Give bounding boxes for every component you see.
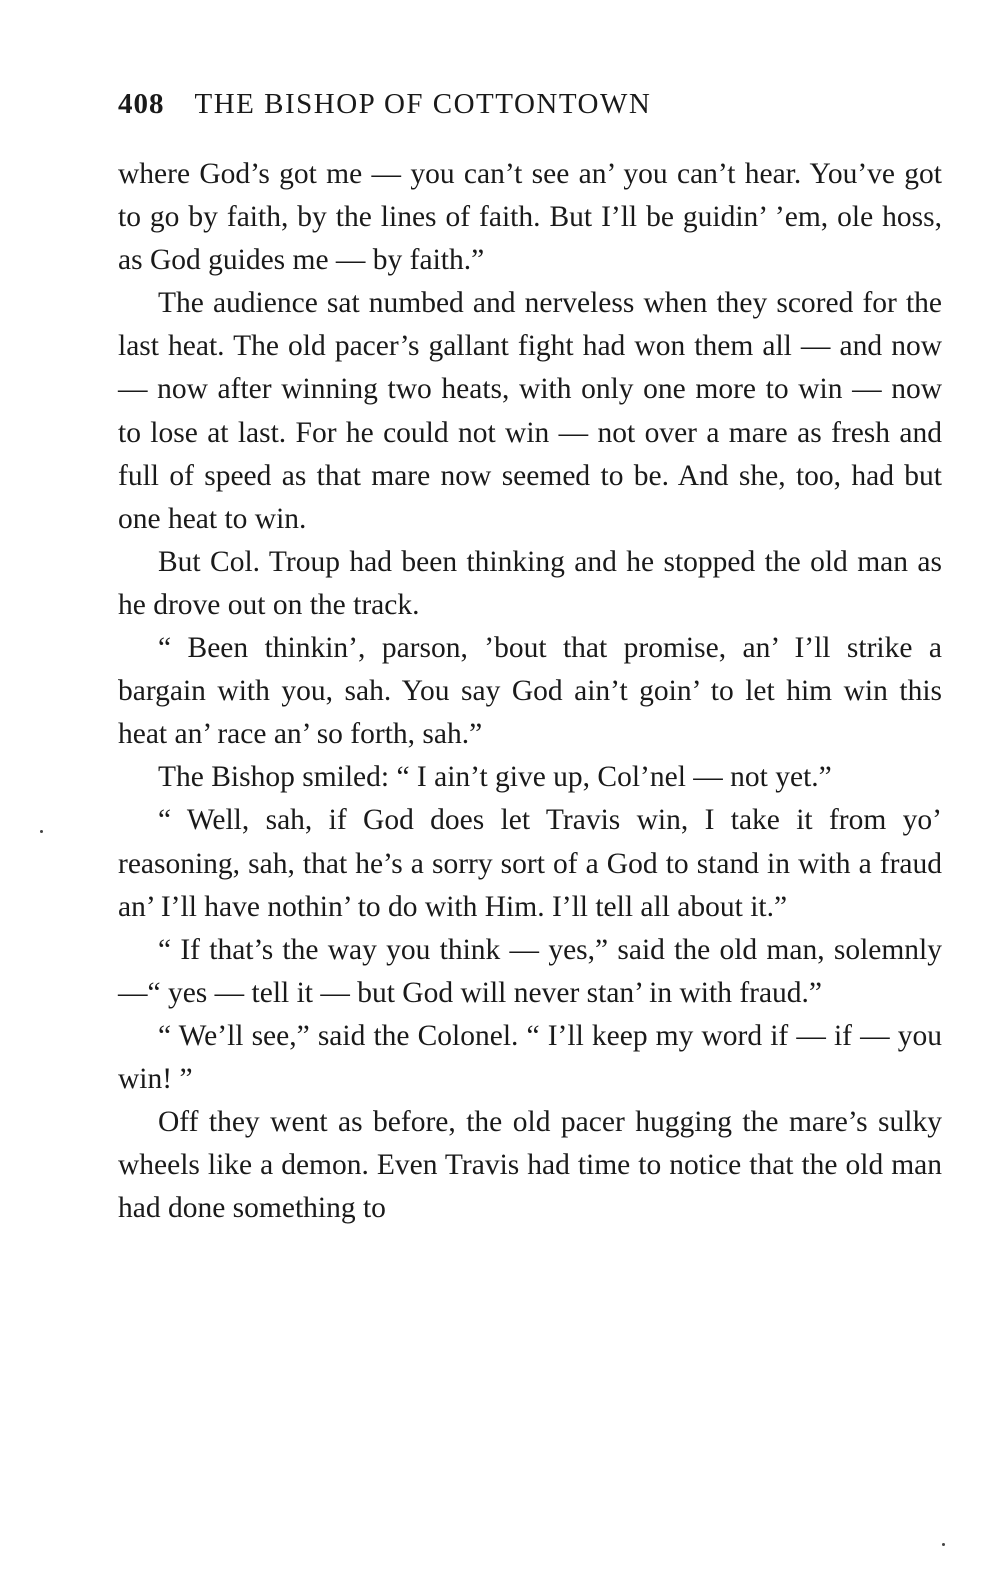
scan-speck [942, 1543, 945, 1546]
paragraph: The Bishop smiled: “ I ain’t give up, Col’nel — not yet.” [158, 761, 832, 794]
paragraph: Off they went as before, the old pacer hugging the mare’s sulky wheels like a demon. Even Travis had time to notice that the old man had done something to [118, 1106, 942, 1225]
page-number: 408 [118, 88, 165, 120]
body-text [118, 153, 942, 1230]
page-header [118, 88, 858, 136]
paragraph: The audience sat numbed and nerveless when they scored for the last heat. The old pacer’s gallant fight had won them all — and now — now after winning two heats, with only one more to win — now to lose at last. For he could not win — not over a mare as fresh and full of speed as that mare now seemed to be. And she, too, had but one heat to win. [118, 287, 942, 535]
paragraph: But Col. Troup had been thinking and he stopped the old man as he drove out on the track. [118, 545, 942, 621]
scan-speck [40, 830, 43, 833]
paragraph: “ Well, sah, if God does let Travis win, I take it from yo’ reasoning, sah, that he’s a sorry sort of a God to stand in with a fraud an’ I’ll have nothin’ to do with Him. I’ll tell all about it.” [118, 804, 942, 923]
paragraph: “ If that’s the way you think — yes,” said the old man, solemnly —“ yes — tell it — but God will never stan’ in with fraud.” [118, 933, 942, 1009]
paragraph: “ We’ll see,” said the Colonel. “ I’ll keep my word if — if — you win! ” [118, 1019, 942, 1095]
paragraph: “ Been thinkin’, parson, ’bout that promise, an’ I’ll strike a bargain with you, sah. You say God ain’t goin’ to let him win this heat an’ race an’ so forth, sah.” [118, 632, 942, 751]
running-title: THE BISHOP OF COTTONTOWN [194, 88, 652, 120]
paragraph-continuation: where God’s got me — you can’t see an’ you can’t hear. You’ve got to go by faith, by the lines of faith. But I’ll be guidin’ ’em, ole hoss, as God guides me — by faith.” [118, 158, 942, 277]
